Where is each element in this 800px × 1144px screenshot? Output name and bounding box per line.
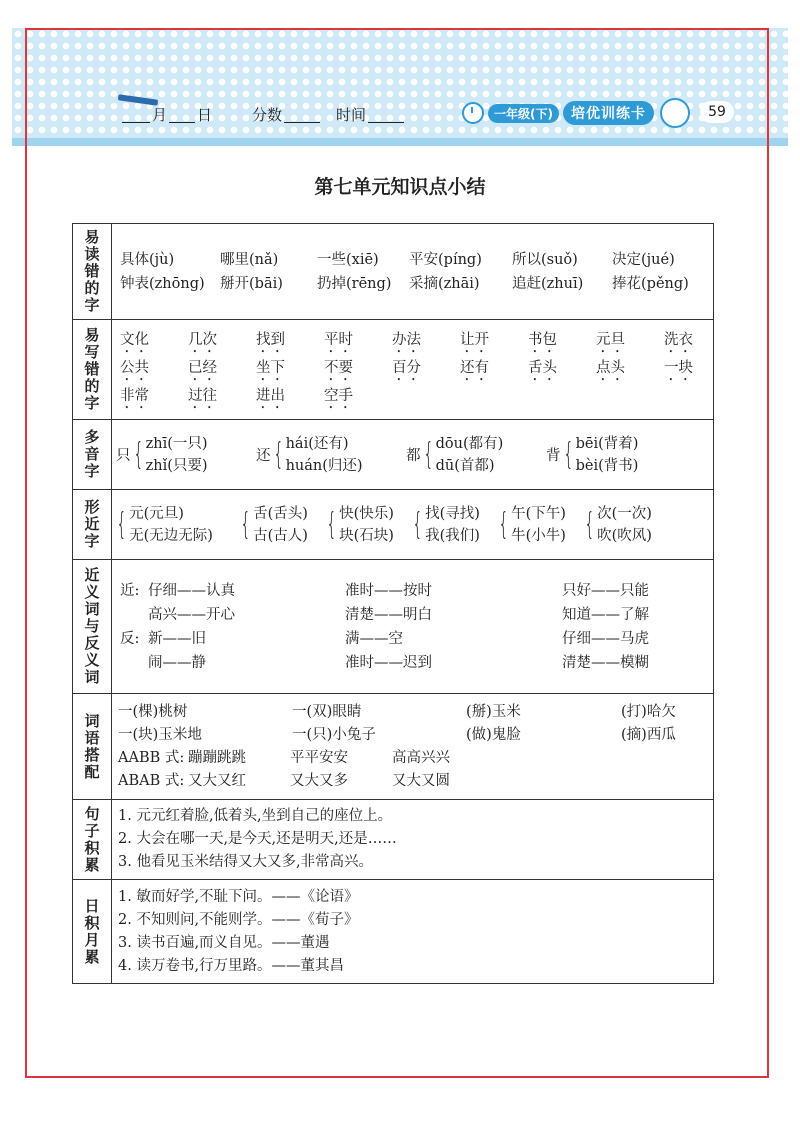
list-item: 舌头 <box>528 359 557 376</box>
clock-icon <box>462 102 484 124</box>
list-item: 又大又多 <box>290 772 348 789</box>
grade-badge: 一年级(下) <box>488 104 559 123</box>
list-item: 捧花(pěng) <box>612 275 689 292</box>
label-sentences: 句 子 积 累 <box>73 800 112 880</box>
list-item: 一(双)眼睛 <box>292 703 362 720</box>
list-item: 3. 他看见玉米结得又大又多,非常高兴。 <box>118 854 374 870</box>
list-item: 准时——按时 <box>345 582 432 599</box>
row-daily <box>73 880 714 984</box>
label-collocation: 词 语 搭 配 <box>73 694 112 800</box>
list-item: (做)鬼脸 <box>466 726 521 743</box>
list-item: 4. 读万卷书,行万里路。——董其昌 <box>118 957 345 974</box>
list-item: 高高兴兴 <box>392 749 450 766</box>
list-item: 2. 不知则问,不能则学。——《荀子》 <box>118 911 359 928</box>
row-collocation <box>73 694 714 800</box>
abab-label: ABAB 式: <box>118 772 185 789</box>
list-item: 百分 <box>392 359 421 376</box>
polyphone-group: 还 { hái(还有) huán(归还) <box>256 435 363 474</box>
row-sentences <box>73 800 714 880</box>
label-synonyms: 近 义 词 与 反 义 词 <box>73 560 112 694</box>
list-item: 文化 <box>120 331 149 348</box>
label-polyphone: 多 音 字 <box>73 420 112 490</box>
similar-group: { 次(一次) 吹(吹风) <box>584 505 652 544</box>
time-label: 时间 <box>336 105 367 124</box>
brand <box>462 98 690 128</box>
list-item: 掰开(bāi) <box>220 275 283 292</box>
row-polyphone <box>73 420 714 490</box>
list-item: 采摘(zhāi) <box>409 275 480 292</box>
day-blank[interactable] <box>169 106 195 123</box>
month-blank[interactable] <box>122 106 150 123</box>
label-easy-write: 易 写 错 的 字 <box>73 320 112 420</box>
ant-prefix: 反: <box>120 630 140 647</box>
content-sentences <box>112 800 714 880</box>
list-item: 具体(jù) <box>120 251 175 268</box>
list-item: 满——空 <box>345 630 403 647</box>
list-item: 哪里(nǎ) <box>220 251 279 268</box>
list-item: 又大又红 <box>188 772 246 789</box>
list-item: 已经 <box>188 359 217 376</box>
content-daily <box>112 880 714 984</box>
list-item: (掰)玉米 <box>466 703 521 720</box>
list-item: 又大又圆 <box>392 772 450 789</box>
list-item: 平安(píng) <box>409 251 482 268</box>
similar-group: { 快(快乐) 块(石块) <box>326 505 394 544</box>
list-item: 让开 <box>460 331 489 348</box>
day-label: 日 <box>197 105 213 124</box>
list-item: 知道——了解 <box>562 606 649 623</box>
content-easy-write <box>112 320 714 420</box>
list-item: 清楚——模糊 <box>562 654 649 671</box>
list-item: 1. 敏而好学,不耻下问。——《论语》 <box>118 888 359 905</box>
content-synonyms <box>112 560 714 694</box>
list-item: 新——旧 <box>148 630 206 647</box>
content-collocation <box>112 694 714 800</box>
score-blank[interactable] <box>284 106 320 123</box>
easy-write-row-3 <box>120 384 707 412</box>
page-title: 第七单元知识点小结 <box>314 176 486 198</box>
score-label: 分数 <box>252 105 283 124</box>
similar-group: { 元(元旦) 无(无边无际) <box>116 505 213 544</box>
list-item: 书包 <box>528 331 557 348</box>
list-item: 所以(suǒ) <box>512 251 578 268</box>
list-item: 扔掉(rēng) <box>317 275 392 292</box>
list-item: (摘)西瓜 <box>621 726 676 743</box>
list-item: 平时 <box>324 331 353 348</box>
label-similar: 形 近 字 <box>73 490 112 560</box>
summary-table <box>72 223 714 984</box>
aabb-label: AABB 式: <box>118 749 185 766</box>
list-item: 追赶(zhuī) <box>512 275 584 292</box>
list-item: 办法 <box>392 331 421 348</box>
list-item: 洗衣 <box>664 331 693 348</box>
list-item: (打)哈欠 <box>621 703 676 720</box>
list-item: 只好——只能 <box>562 582 649 599</box>
list-item: 蹦蹦跳跳 <box>188 749 246 766</box>
list-item: 清楚——明白 <box>345 606 432 623</box>
syn-prefix: 近: <box>120 582 140 599</box>
list-item: 公共 <box>120 359 149 376</box>
time-blank[interactable] <box>368 106 404 123</box>
list-item: 一些(xiē) <box>317 251 379 268</box>
row-easy-write <box>73 320 714 420</box>
label-daily: 日 积 月 累 <box>73 880 112 984</box>
list-item: 几次 <box>188 331 217 348</box>
label-easy-read: 易 读 错 的 字 <box>73 224 112 320</box>
row-easy-read <box>73 224 714 320</box>
polyphone-group: 背 { bēi(背着) bèi(背书) <box>546 435 639 474</box>
list-item: 闹——静 <box>148 654 206 671</box>
list-item: 过往 <box>188 387 217 404</box>
list-item: 3. 读书百遍,而义自见。——董遇 <box>118 934 330 951</box>
page-number: 59 <box>700 101 734 123</box>
list-item: 点头 <box>596 359 625 376</box>
polyphone-group: 只 { zhī(一只) zhǐ(只要) <box>116 435 208 474</box>
list-item: 2. 大会在哪一天,是今天,还是明天,还是…… <box>118 831 397 847</box>
content-easy-read <box>112 224 714 320</box>
easy-write-row-1 <box>120 328 707 356</box>
list-item: 钟表(zhōng) <box>120 275 205 292</box>
content-similar <box>112 490 714 560</box>
list-item: 决定(jué) <box>612 251 675 268</box>
list-item: 高兴——开心 <box>148 606 235 623</box>
list-item: 非常 <box>120 387 149 404</box>
list-item: 空手 <box>324 387 353 404</box>
list-item: 一块 <box>664 359 693 376</box>
list-item: 1. 元元红着脸,低着头,坐到自己的座位上。 <box>118 808 393 824</box>
list-item: 一(棵)桃树 <box>118 703 188 720</box>
brand-title: 培优训练卡 <box>563 101 654 125</box>
list-item: 一(块)玉米地 <box>118 726 202 743</box>
list-item: 仔细——马虎 <box>562 630 649 647</box>
easy-write-row-2 <box>120 356 707 384</box>
row-synonyms <box>73 560 714 694</box>
info-row <box>120 100 406 128</box>
list-item: 准时——迟到 <box>345 654 432 671</box>
similar-group: { 找(寻找) 我(我们) <box>412 505 480 544</box>
mascot-icon <box>660 98 690 128</box>
list-item: 元旦 <box>596 331 625 348</box>
row-similar <box>73 490 714 560</box>
list-item: 不要 <box>324 359 353 376</box>
list-item: 还有 <box>460 359 489 376</box>
list-item: 一(只)小兔子 <box>292 726 376 743</box>
month-label: 月 <box>152 105 168 124</box>
list-item: 坐下 <box>256 359 285 376</box>
list-item: 平平安安 <box>290 749 348 766</box>
similar-group: { 舌(舌头) 古(古人) <box>240 505 308 544</box>
similar-group: { 午(下午) 牛(小牛) <box>498 505 566 544</box>
list-item: 找到 <box>256 331 285 348</box>
content-polyphone <box>112 420 714 490</box>
list-item: 进出 <box>256 387 285 404</box>
list-item: 仔细——认真 <box>148 582 235 599</box>
polyphone-group: 都 { dōu(都有) dū(首都) <box>406 435 504 474</box>
